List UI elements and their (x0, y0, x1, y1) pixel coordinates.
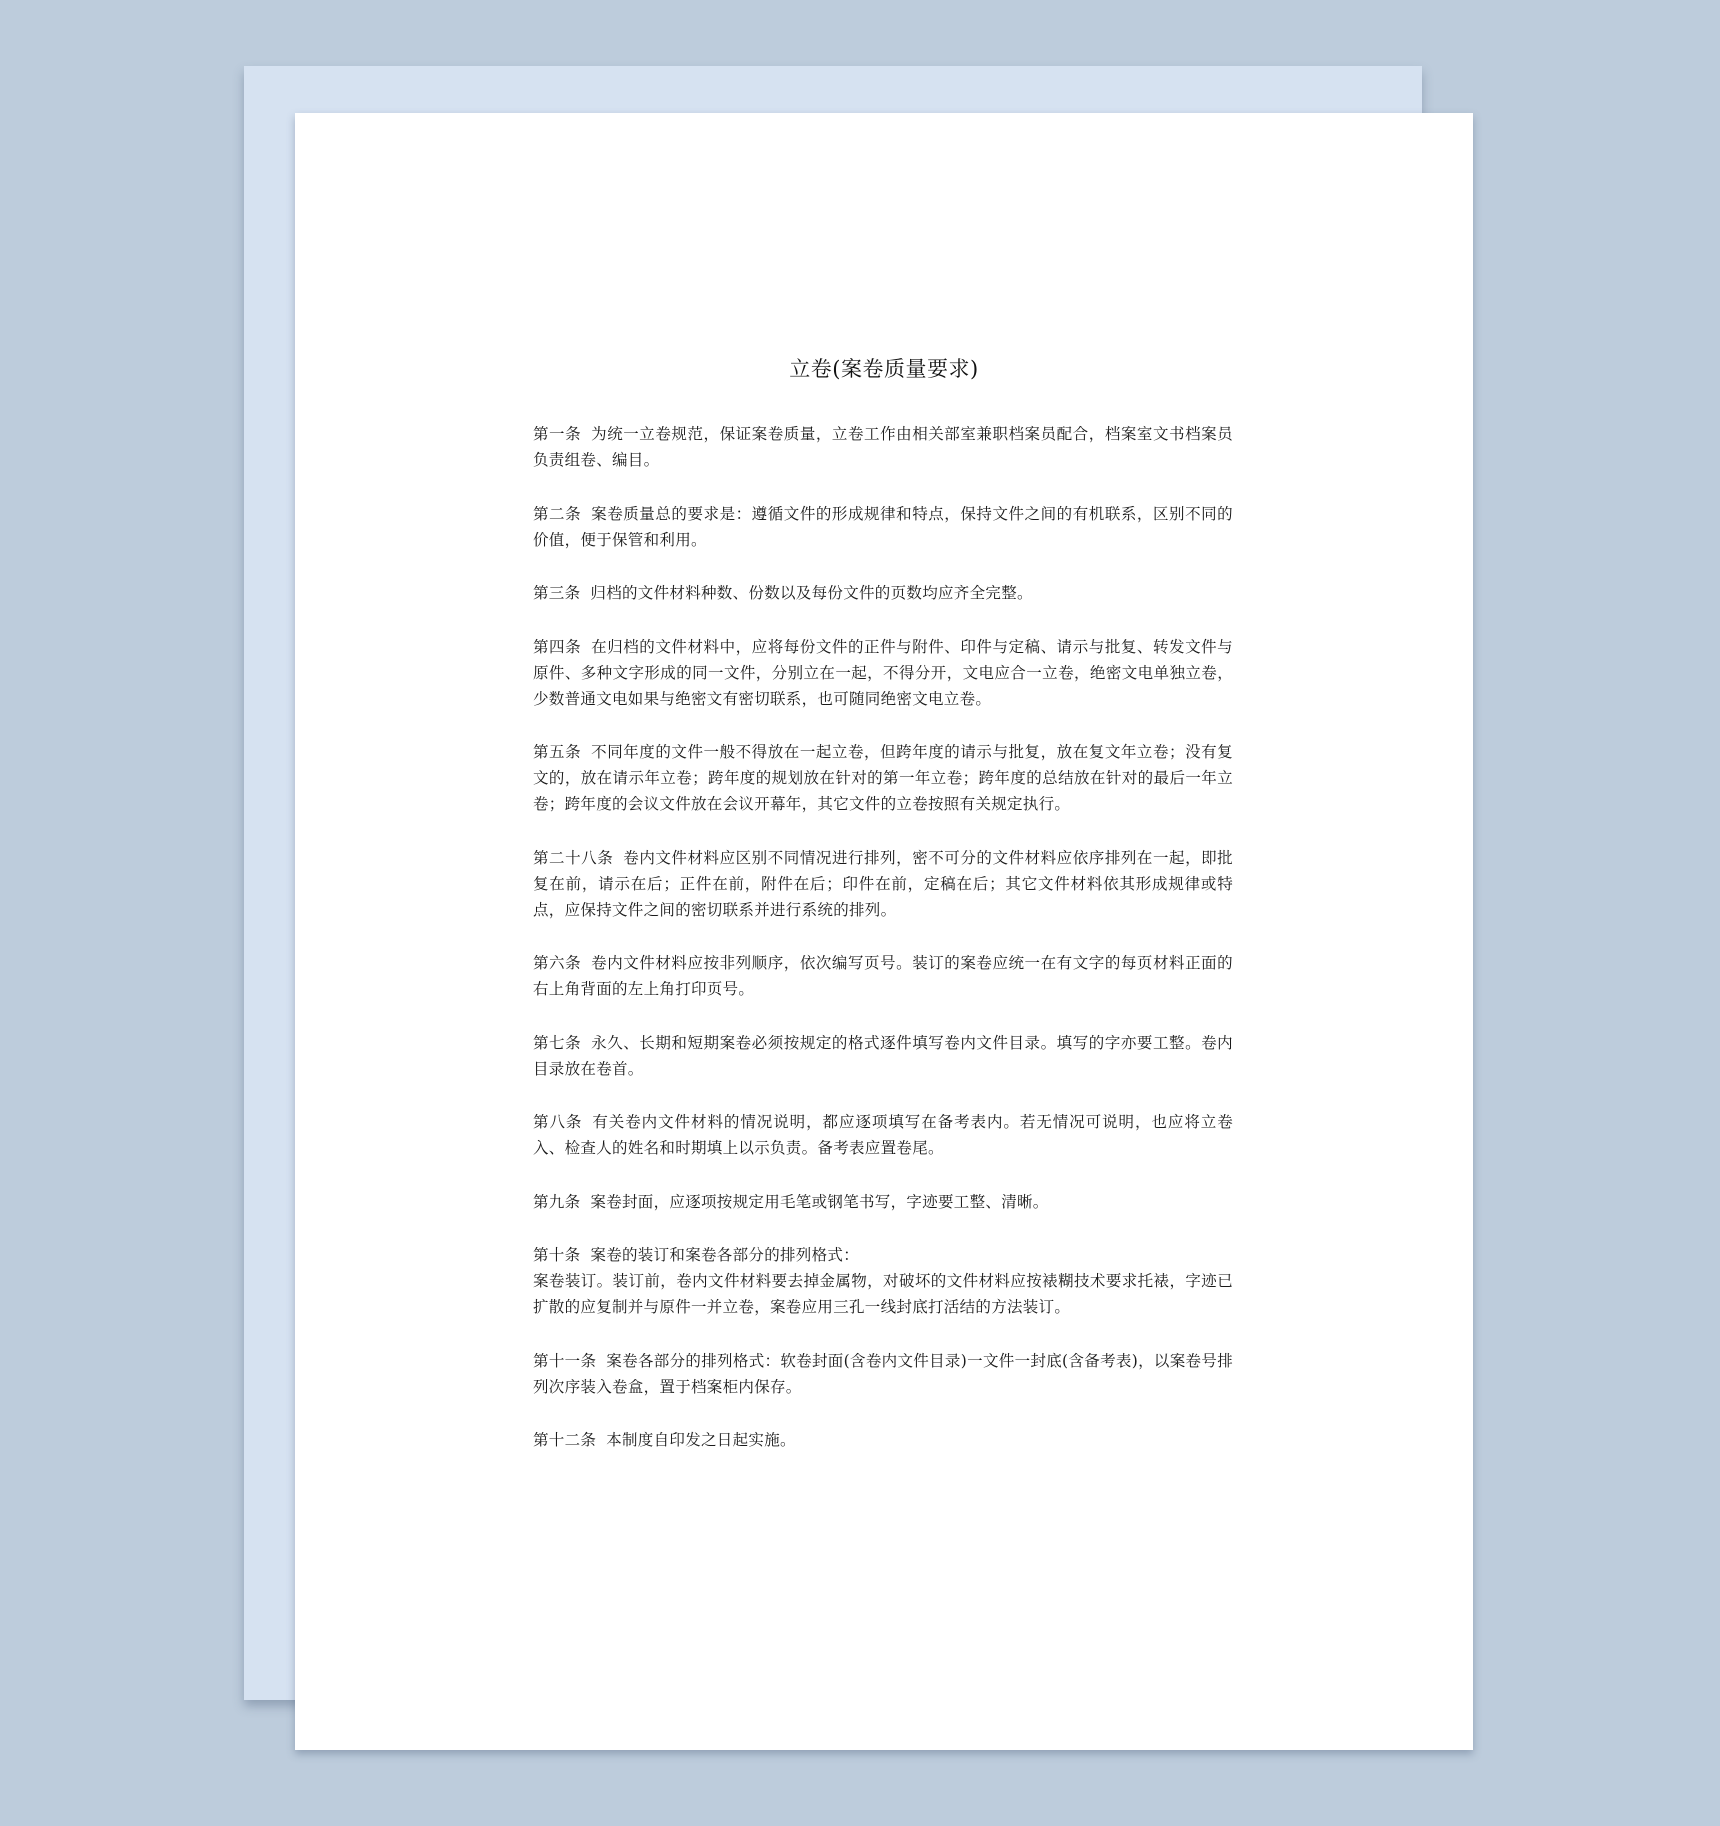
article-paragraph (533, 1030, 1233, 1082)
article-heading: 第四条 (533, 637, 582, 656)
article-heading: 第五条 (533, 743, 582, 761)
article-list (533, 421, 1233, 1481)
article-line (533, 1109, 1233, 1161)
article-text: 在归档的文件材料中，应将每份文件的正件与附件、印件与定稿、请示与批复、转发文件与原件、多种文字形成的同一文件，分别立在一起，不得分开，文电应合一立卷，绝密文电单独立卷，少数普通文电如果与绝密文有密切联系，也可随同绝密文电立卷。 (533, 637, 1233, 708)
article-line (533, 634, 1233, 712)
article-line (533, 1242, 1233, 1268)
article-paragraph (533, 1189, 1233, 1215)
article-text: 归档的文件材料种数、份数以及每份文件的页数均应齐全完整。 (590, 584, 1033, 602)
article-heading: 第十二条 (533, 1431, 597, 1449)
article-line (533, 1268, 1233, 1320)
article-line (533, 1427, 1233, 1453)
article-heading: 第一条 (533, 425, 582, 443)
article-heading: 第二十八条 (533, 848, 614, 867)
article-text: 本制度自印发之日起实施。 (606, 1431, 796, 1449)
article-heading: 第三条 (533, 584, 581, 602)
article-paragraph (533, 501, 1233, 553)
article-line (533, 580, 1233, 606)
article-line (533, 1030, 1233, 1082)
article-text: 为统一立卷规范，保证案卷质量，立卷工作由相关部室兼职档案员配合，档案室文书档案员负责组卷、编目。 (533, 425, 1233, 469)
article-text: 不同年度的文件一般不得放在一起立卷，但跨年度的请示与批复，放在复文年立卷；没有复文的，放在请示年立卷；跨年度的规划放在针对的第一年立卷；跨年度的总结放在针对的最后一年立卷；跨年度的会议文件放在会议开幕年，其它文件的立卷按照有关规定执行。 (533, 743, 1233, 813)
article-text: 案卷质量总的要求是：遵循文件的形成规律和特点，保持文件之间的有机联系，区别不同的价值，便于保管和利用。 (533, 504, 1233, 549)
article-text: 案卷的装订和案卷各部分的排列格式： (590, 1246, 860, 1264)
article-text: 案卷装订。装订前，卷内文件材料要去掉金属物，对破坏的文件材料应按裱糊技术要求托裱，字迹已扩散的应复制并与原件一并立卷，案卷应用三孔一线封底打活结的方法装订。 (533, 1272, 1233, 1316)
article-heading: 第七条 (533, 1033, 582, 1052)
article-line (533, 501, 1233, 553)
article-text: 案卷封面，应逐项按规定用毛笔或钢笔书写，字迹要工整、清晰。 (590, 1192, 1049, 1211)
document-title: 立卷(案卷质量要求) (789, 357, 979, 381)
article-line (533, 739, 1233, 817)
article-text: 永久、长期和短期案卷必须按规定的格式逐件填写卷内文件目录。填写的字亦要工整。卷内目录放在卷首。 (533, 1033, 1233, 1078)
article-paragraph (533, 1109, 1233, 1161)
article-paragraph (533, 739, 1233, 817)
article-paragraph (533, 1242, 1233, 1320)
article-paragraph (533, 1348, 1233, 1400)
article-line (533, 421, 1233, 473)
article-line (533, 1189, 1233, 1215)
article-paragraph (533, 950, 1233, 1002)
article-line (533, 950, 1233, 1002)
article-heading: 第十条 (533, 1246, 581, 1264)
article-paragraph (533, 1427, 1233, 1453)
article-paragraph (533, 845, 1233, 923)
article-text: 卷内文件材料应区别不同情况进行排列，密不可分的文件材料应依序排列在一起，即批复在前，请示在后；正件在前，附件在后；印件在前，定稿在后；其它文件材料依其形成规律或特点，应保持文件之间的密切联系并进行系统的排列。 (533, 848, 1233, 919)
article-line (533, 845, 1233, 923)
article-heading: 第二条 (533, 504, 582, 523)
article-heading: 第八条 (533, 1113, 583, 1131)
article-paragraph (533, 634, 1233, 712)
article-paragraph (533, 421, 1233, 473)
article-text: 有关卷内文件材料的情况说明，都应逐项填写在备考表内。若无情况可说明，也应将立卷入、检查人的姓名和时期填上以示负责。备考表应置卷尾。 (533, 1113, 1234, 1157)
article-heading: 第九条 (533, 1192, 581, 1211)
article-text: 案卷各部分的排列格式：软卷封面(含卷内文件目录)一文件一封底(含备考表)，以案卷号排列次序装入卷盒，置于档案柜内保存。 (533, 1351, 1233, 1396)
document-page (295, 113, 1473, 1750)
article-line (533, 1348, 1233, 1400)
article-heading: 第六条 (533, 954, 582, 972)
article-heading: 第十一条 (533, 1351, 597, 1370)
article-paragraph (533, 580, 1233, 606)
article-text: 卷内文件材料应按非列顺序，依次编写页号。装订的案卷应统一在有文字的每页材料正面的右上角背面的左上角打印页号。 (533, 954, 1233, 998)
